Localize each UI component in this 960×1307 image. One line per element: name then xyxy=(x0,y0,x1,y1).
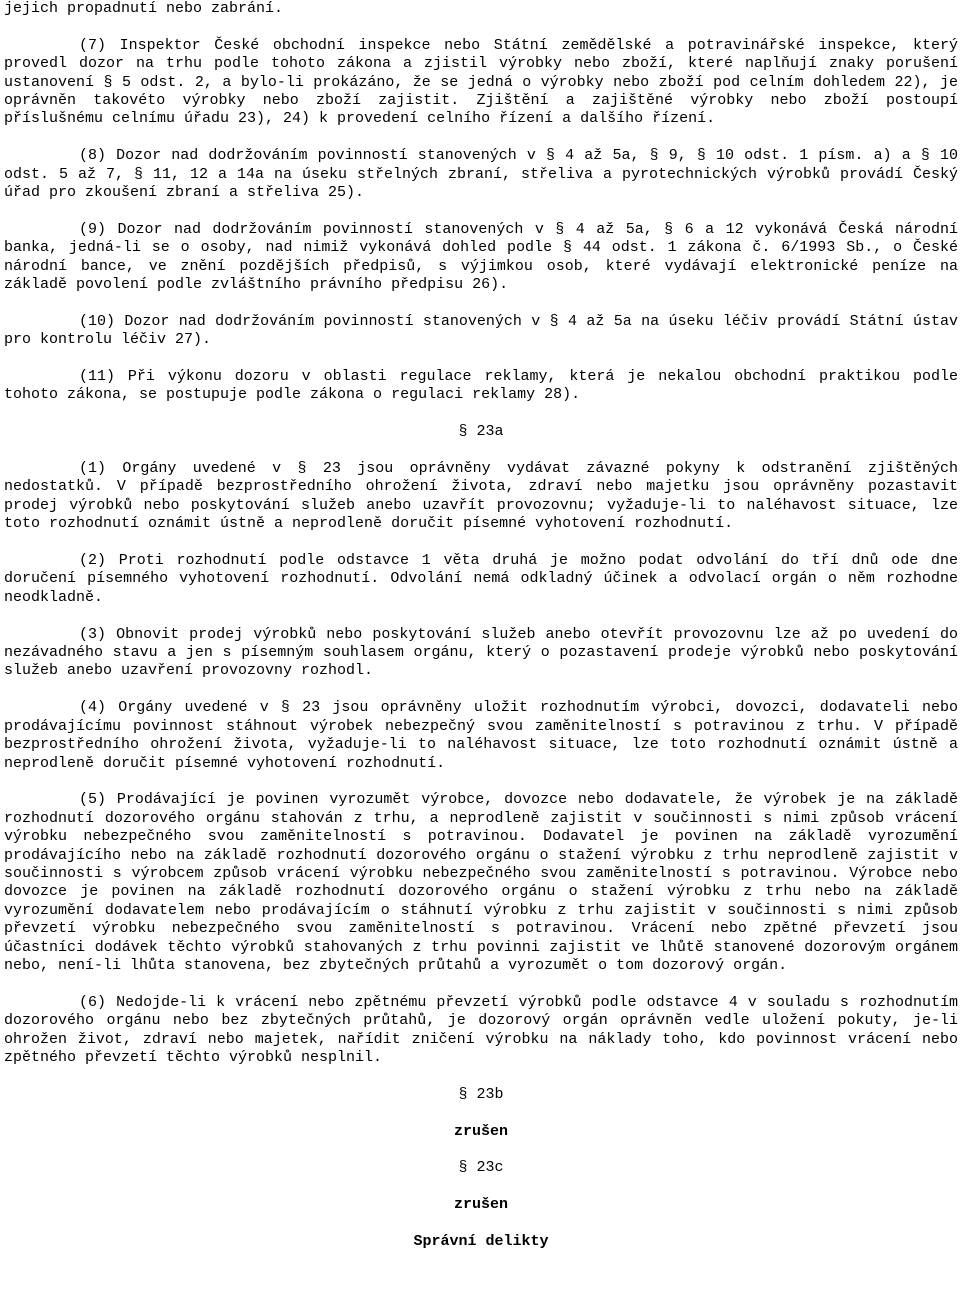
paragraph-7: (7) Inspektor České obchodní inspekce nebo Státní zemědělské a potravinářské inspekce, který provedl dozor na trhu podle tohoto zákona a zjistil výrobky nebo zboží, které naplňují znaky porušení ustanovení § 5 odst. 2, a bylo-li prokázáno, že se jedná o výrobky nebo zboží pod celním dohledem 22), je oprávněn takovéto výrobky nebo zboží zajistit. Zjištění a zajištěné výrobky nebo zboží postoupí příslušnému celnímu úřadu 23), 24) k provedení celního řízení a dalšího řízení. xyxy=(4,36,958,128)
repealed-note-23c: zrušen xyxy=(453,1196,508,1214)
section-heading-23b: § 23b xyxy=(458,1085,504,1103)
section-23a-paragraph-2: (2) Proti rozhodnutí podle odstavce 1 věta druhá je možno podat odvolání do tří dnů ode dne doručení písemného vyhotovení rozhodnutí. Odvolání nemá odkladný účinek a odvolací orgán o něm rozhodne neodkladně. xyxy=(4,552,958,606)
chapter-heading-administrative-offences: Správní delikty xyxy=(413,1232,549,1250)
section-23a-paragraph-6: (6) Nedojde-li k vrácení nebo zpětnému převzetí výrobků podle odstavce 4 v souladu s rozhodnutím dozorového orgánu nebo bez zbytečných průtahů, je dozorový orgán oprávněn vedle uložení pokuty, je-li ohrožen život, zdraví nebo majetek, nařídit zničení výrobku na náklady toho, kdo povinnost vrácení nebo zpětného převzetí těchto výrobků nesplnil. xyxy=(4,993,958,1066)
document-page xyxy=(4,0,958,1270)
section-23a-paragraph-4: (4) Orgány uvedené v § 23 jsou oprávněny uložit rozhodnutím výrobci, dovozci, dodavateli nebo prodávajícímu povinnost stáhnout výrobek nebezpečný svou zaměnitelností s potravinou z trhu. V případě bezprostředního ohrožení života, vyžaduje-li to naléhavost situace, lze toto rozhodnutí oznámit ústně a neprodleně doručit písemné vyhotovení rozhodnutí. xyxy=(4,699,958,772)
paragraph-11: (11) Při výkonu dozoru v oblasti regulace reklamy, která je nekalou obchodní praktikou podle tohoto zákona, se postupuje podle zákona o regulaci reklamy 28). xyxy=(4,368,958,404)
continuation-line: jejich propadnutí nebo zabrání. xyxy=(4,0,284,17)
paragraph-9: (9) Dozor nad dodržováním povinností stanovených v § 4 až 5a, § 6 a 12 vykonává Česká národní banka, jedná-li se o osoby, nad nimiž vykonává dohled podle § 44 odst. 1 zákona č. 6/1993 Sb., o České národní bance, ve znění pozdějších předpisů, s výjimkou osob, které vydávají elektronické peníze na základě povolení podle zvláštního právního předpisu 26). xyxy=(4,220,958,294)
section-heading-23c: § 23c xyxy=(458,1159,504,1177)
section-23a-paragraph-1: (1) Orgány uvedené v § 23 jsou oprávněny vydávat závazné pokyny k odstranění zjištěných nedostatků. V případě bezprostředního ohrožení života, zdraví nebo majetku jsou oprávněny pozastavit prodej výrobků nebo poskytování služeb anebo uzavřít provozovnu; vyžaduje-li to naléhavost situace, lze toto rozhodnutí oznámit ústně a neprodleně doručit písemné vyhotovení rozhodnutí. xyxy=(4,460,958,533)
paragraph-8: (8) Dozor nad dodržováním povinností stanovených v § 4 až 5a, § 9, § 10 odst. 1 písm. a) a § 10 odst. 5 až 7, § 11, 12 a 14a na úseku střelných zbraní, střeliva a pyrotechnických výrobků provádí Český úřad pro zkoušení zbraní a střeliva 25). xyxy=(4,147,958,202)
section-23a-paragraph-3: (3) Obnovit prodej výrobků nebo poskytování služeb anebo otevřít provozovnu lze až po uvedení do nezávadného stavu a jen s písemným souhlasem orgánu, který o pozastavení prodeje výrobků nebo poskytování služeb anebo uzavření provozovny rozhodl. xyxy=(4,625,958,680)
paragraph-10: (10) Dozor nad dodržováním povinností stanovených v § 4 až 5a na úseku léčiv provádí Státní ústav pro kontrolu léčiv 27). xyxy=(4,312,958,349)
section-heading-23a: § 23a xyxy=(458,423,504,441)
section-23a-paragraph-5: (5) Prodávající je povinen vyrozumět výrobce, dovozce nebo dodavatele, že výrobek je na základě rozhodnutí dozorového orgánu stahován z trhu, a neprodleně zajistit v součinnosti s nimi způsob vrácení výrobku nebezpečného svou zaměnitelností s potravinou. Dodavatel je povinen na základě vyrozumění prodávajícího nebo na základě rozhodnutí dozorového orgánu o stažení výrobku z trhu neprodleně zajistit v součinnosti s výrobcem způsob vrácení výrobku nebezpečného svou zaměnitelností s potravinou. Výrobce nebo dovozce je povinen na základě rozhodnutí dozorového orgánu o stažení výrobku z trhu nebo na základě vyrozumění dodavatelem nebo prodávajícím o stáhnutí výrobku z trhu zajistit v součinnosti s nimi způsob převzetí výrobku nebezpečného svou zaměnitelností s potravinou. Vrácení nebo zpětné převzetí jsou účastníci dodávek těchto výrobků stahovaných z trhu povinni zajistit ve lhůtě stanovené dozorovým orgánem nebo, není-li lhůta stanovena, bez zbytečných průtahů a vyrozumět o tom dozorový orgán. xyxy=(4,791,958,974)
spacer xyxy=(4,18,958,36)
repealed-note-23b: zrušen xyxy=(453,1122,508,1140)
